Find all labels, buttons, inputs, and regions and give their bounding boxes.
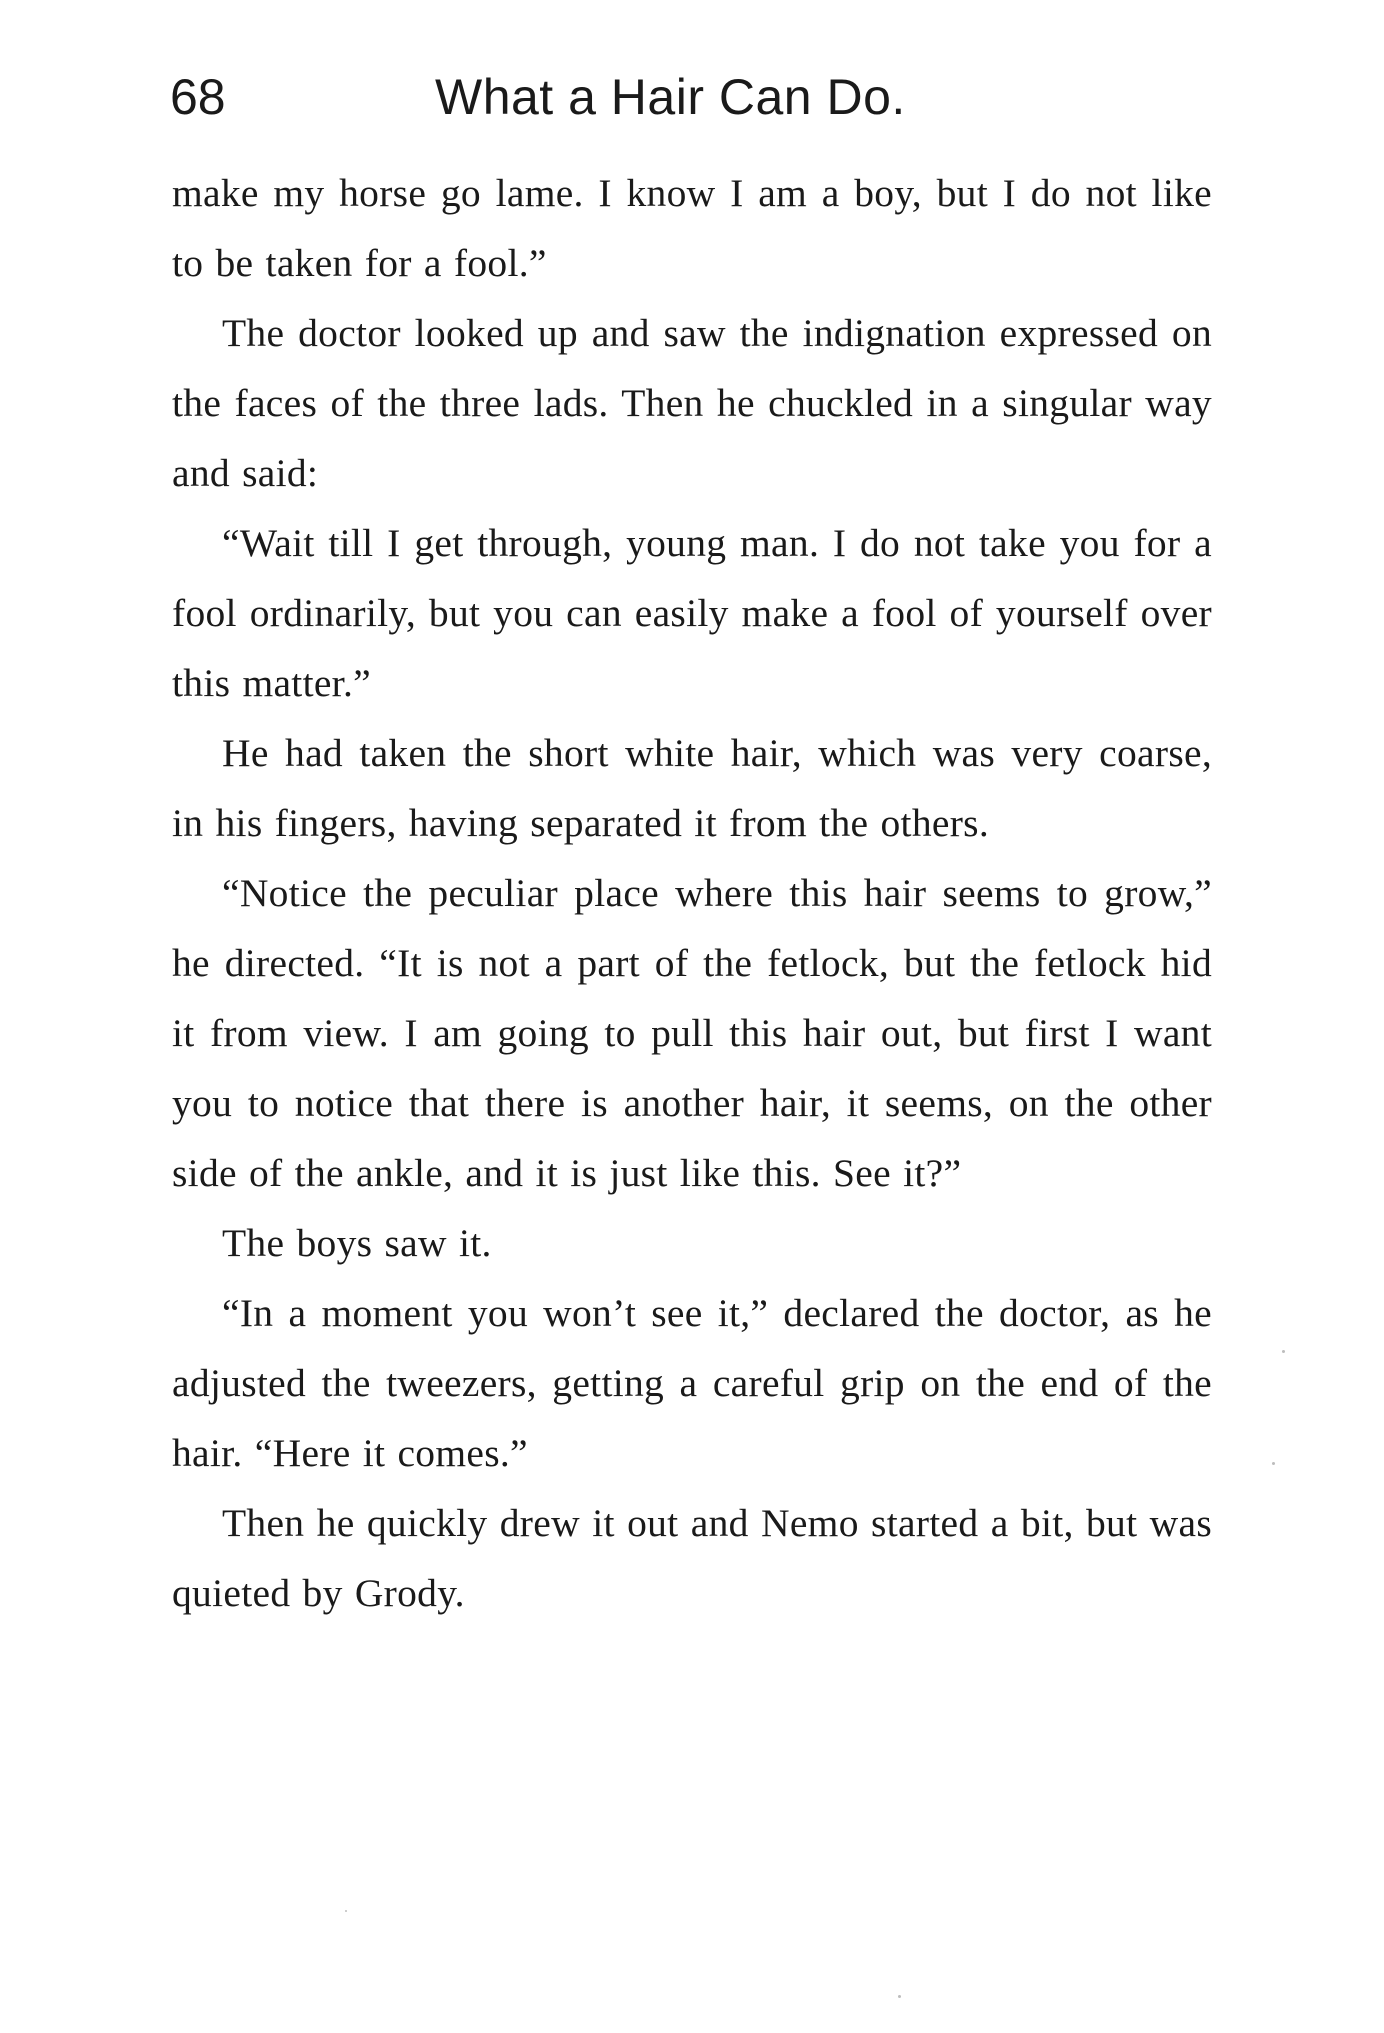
paragraph: “Wait till I get through, young man. I do not take you for a fool ordinarily, but you can easily make a fool of yourself over this matter.” (172, 521, 1212, 705)
paragraph: “In a moment you won’t see it,” declared the doctor, as he adjusted the tweezers, getting a careful grip on the end of the hair. “Here it comes.” (172, 1291, 1212, 1475)
paragraph: Then he quickly drew it out and Nemo started a bit, but was quieted by Grody. (172, 1501, 1212, 1615)
running-title: What a Hair Can Do. (435, 69, 906, 125)
scan-speck (345, 1910, 347, 1912)
page-number: 68 (170, 69, 226, 125)
page-header (170, 62, 1230, 132)
scan-speck (1282, 1350, 1285, 1353)
paragraph: The boys saw it. (222, 1221, 492, 1265)
paragraph: “Notice the peculiar place where this hair seems to grow,” he directed. “It is not a part of the fetlock, but the fetlock hid it from view. I am going to pull this hair out, but first I want you to notice that there is another hair, it seems, on the other side of the ankle, and it is just like this. See it?” (172, 871, 1212, 1195)
paragraph: The doctor looked up and saw the indignation expressed on the faces of the three lads. Then he chuckled in a singular way and said: (172, 311, 1212, 495)
body-text (172, 158, 1212, 1628)
paragraph-continued: make my horse go lame. I know I am a boy, but I do not like to be taken for a fool.” (172, 171, 1212, 285)
paragraph: He had taken the short white hair, which was very coarse, in his fingers, having separated it from the others. (172, 731, 1212, 845)
scan-speck (1272, 1462, 1275, 1465)
scan-speck (898, 1995, 901, 1998)
